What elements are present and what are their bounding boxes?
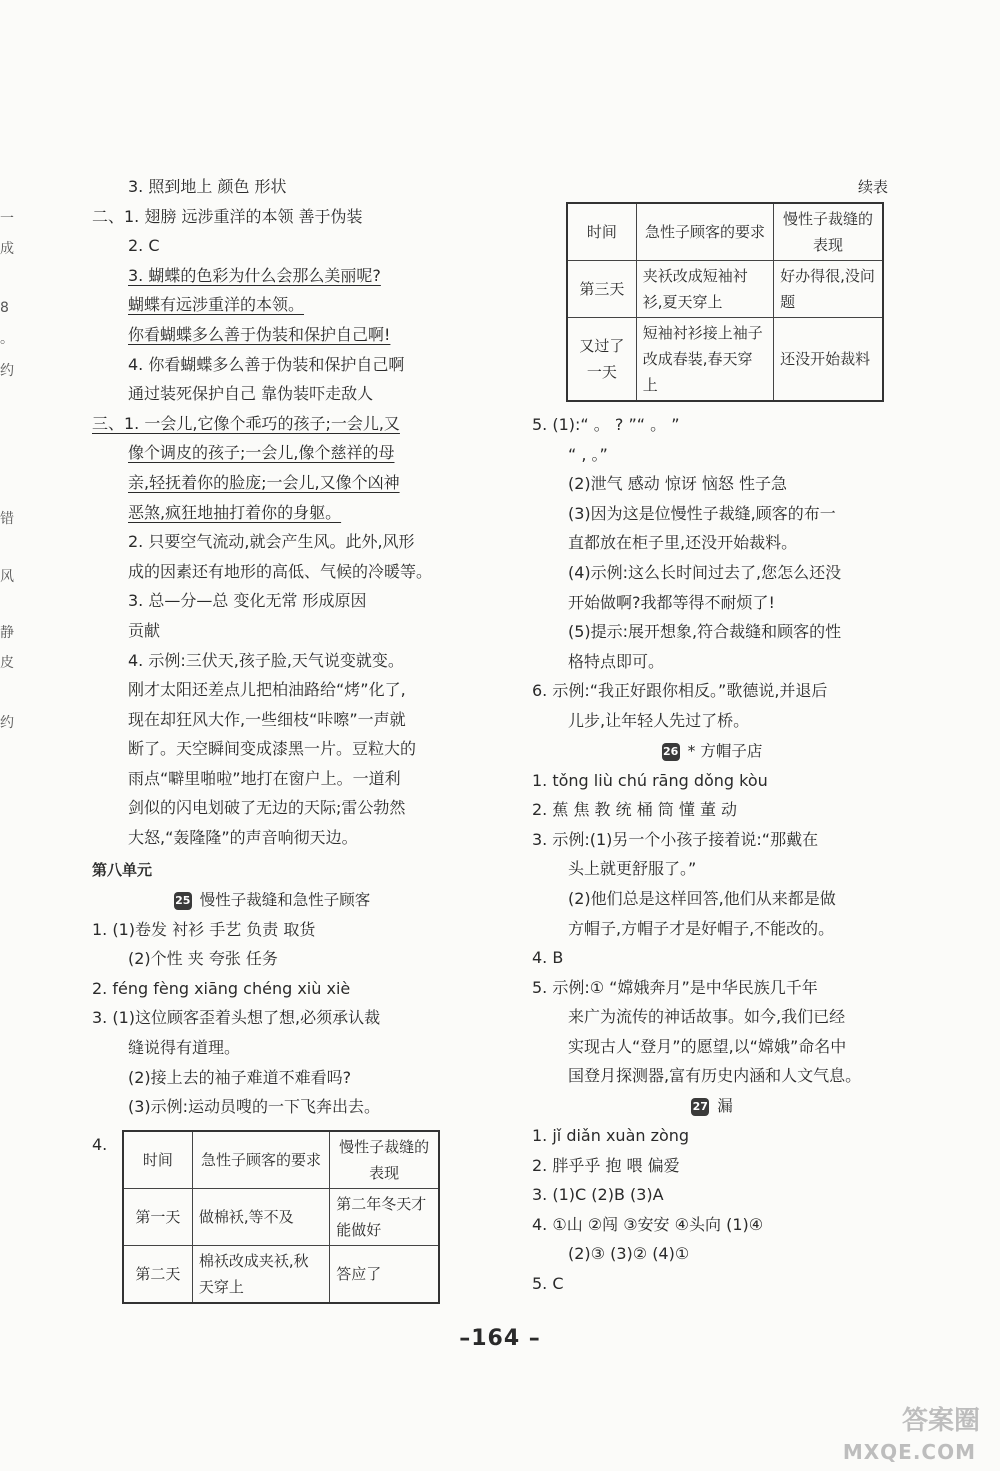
unit-heading: 第八单元: [92, 860, 153, 879]
table-header-cell: 时间: [567, 203, 636, 261]
answer-4-table-wrap: [92, 1130, 452, 1304]
answers-lesson-25-cont: [532, 410, 892, 736]
answer-line: 4. 示例:三伏天,孩子脸,天气说变就变。: [128, 650, 404, 670]
table-row: [567, 318, 883, 402]
edge-fragment-char: 错: [0, 511, 14, 527]
answers-lesson-25: [92, 915, 452, 1122]
answer-line: 1. (1)卷发 衬衫 手艺 负责 取货: [92, 919, 316, 939]
watermark-url: MXQE.COM: [842, 1440, 976, 1464]
answer-line: 缝说得有道理。: [128, 1038, 241, 1058]
answer-line: 2. 只要空气流动,就会产生风。此外,风形: [128, 532, 415, 552]
answer-line: 5. C: [532, 1274, 564, 1294]
answer-line: 3. 蝴蝶的色彩为什么会那么美丽呢?: [128, 265, 381, 285]
answer-line: 5. 示例:① “嫦娥奔月”是中华民族几千年: [532, 977, 818, 997]
table-cell: 第二年冬天才能做好: [330, 1188, 439, 1245]
table-cell: 好办得很,没问题: [774, 261, 883, 318]
answer-line: 5. (1):“ 。 ? ”“ 。 ”: [532, 415, 680, 434]
answer-line: 你看蝴蝶多么善于伪装和保护自己啊!: [128, 324, 391, 344]
edge-fragment-char: 8: [0, 300, 9, 316]
edge-fragment-char: 约: [0, 715, 14, 731]
question-number: 4.: [92, 1134, 108, 1154]
table-cell: 答应了: [330, 1245, 439, 1303]
answer-line: 通过装死保护自己 靠伪装吓走敌人: [128, 384, 374, 404]
answer-line: 1. jǐ diǎn xuàn zòng: [532, 1126, 690, 1146]
lesson-title-text: 慢性子裁缝和急性子顾客: [199, 890, 371, 909]
answer-line: 二、1. 翅膀 远涉重洋的本领 善于伪装: [92, 206, 363, 226]
table-header-cell: 急性子顾客的要求: [192, 1131, 329, 1189]
answer-line: 断了。天空瞬间变成漆黑一片。豆粒大的: [128, 739, 417, 759]
answer-line: (5)提示:展开想象,符合裁缝和顾客的性: [568, 622, 842, 642]
answer-line: 头上就更舒服了。”: [568, 859, 697, 879]
answers-lesson-26: [532, 766, 892, 1092]
edge-fragment-char: 约: [0, 363, 14, 379]
answer-line: 贡献: [128, 620, 161, 640]
answer-line: 儿步,让年轻人先过了桥。: [568, 710, 750, 730]
table-cell: 还没开始裁料: [774, 318, 883, 402]
answer-line: 2. 蕉 焦 教 统 桶 筒 懂 董 动: [532, 800, 738, 820]
answer-line: 刚才太阳还差点儿把柏油路给“烤”化了,: [128, 680, 406, 700]
table-header-cell: 慢性子裁缝的表现: [774, 203, 883, 261]
table-header-cell: 时间: [123, 1131, 192, 1189]
lesson-number-badge: 26: [662, 743, 680, 761]
edge-fragment-char: 成: [0, 241, 14, 257]
lesson-title-text: * 方帽子店: [687, 741, 763, 760]
edge-fragment-char: 。: [0, 331, 14, 347]
answers-unit7: [92, 172, 452, 853]
edge-fragment-char: 风: [0, 569, 14, 585]
table-row: [123, 1188, 439, 1245]
tailor-table-part1: [122, 1130, 440, 1304]
table-cell: 夹袄改成短袖衬衫,夏天穿上: [636, 261, 773, 318]
answer-line: (2)个性 夹 夸张 任务: [128, 949, 278, 969]
edge-fragment-char: 静: [0, 625, 14, 641]
answer-line: 现在却狂风大作,一些细枝“咔嚓”一声就: [128, 709, 406, 729]
page-number: –164 –: [459, 1326, 541, 1351]
answer-line: “ , 。”: [568, 444, 608, 464]
answer-line: 6. 示例:“我正好跟你相反。”歌德说,并退后: [532, 681, 828, 701]
lesson-title-text: 漏: [717, 1097, 733, 1116]
answer-line: 2. féng fèng xiāng chéng xiù xiè: [92, 978, 351, 998]
continued-label: 续表: [857, 178, 888, 196]
table-cell: 棉袄改成夹袄,秋天穿上: [192, 1245, 329, 1303]
left-column: [92, 172, 452, 1304]
answer-line: (3)因为这是位慢性子裁缝,顾客的布一: [568, 503, 836, 523]
table-row: [123, 1245, 439, 1303]
table-cell: 第一天: [123, 1188, 192, 1245]
lesson-26-title: [532, 736, 892, 766]
answer-line: 4. B: [532, 948, 564, 968]
answer-line: 来广为流传的神话故事。如今,我们已经: [568, 1007, 846, 1027]
answer-line: 2. C: [128, 236, 160, 256]
table-header-cell: 慢性子裁缝的表现: [330, 1131, 439, 1189]
answer-line: 直都放在柜子里,还没开始裁料。: [568, 533, 798, 553]
answer-line: 剑似的闪电划破了无边的天际;雷公勃然: [128, 798, 406, 818]
table-cell: 第三天: [567, 261, 636, 318]
table-cell: 做棉袄,等不及: [192, 1188, 329, 1245]
answers-lesson-27: [532, 1121, 892, 1299]
answer-line: 实现古人“登月”的愿望,以“嫦娥”命名中: [568, 1036, 847, 1056]
table-row: [567, 261, 883, 318]
edge-fragment-char: 一: [0, 211, 14, 227]
answer-line: 像个调皮的孩子;一会儿,像个慈祥的母: [128, 443, 395, 463]
table-cell: 第二天: [123, 1245, 192, 1303]
lesson-27-title: [532, 1091, 892, 1121]
answer-line: 2. 胖乎乎 抱 喂 偏爱: [532, 1155, 680, 1175]
answer-line: 国登月探测器,富有历史内涵和人文气息。: [568, 1066, 862, 1086]
lesson-number-badge: 27: [691, 1098, 709, 1116]
answer-line: (4)示例:这么长时间过去了,您怎么还没: [568, 562, 842, 582]
table-cell: 又过了一天: [567, 318, 636, 402]
table-header-cell: 急性子顾客的要求: [636, 203, 773, 261]
answer-line: (2)接上去的袖子难道不难看吗?: [128, 1067, 352, 1087]
tailor-table-part2: [566, 202, 884, 402]
answer-line: 1. tǒng liù chú rāng dǒng kòu: [532, 770, 768, 790]
edge-fragment-char: 皮: [0, 655, 14, 671]
lesson-25-title: [92, 885, 452, 915]
answer-line: 蝴蝶有远涉重洋的本领。: [128, 295, 305, 315]
answer-line: 方帽子,方帽子才是好帽子,不能改的。: [568, 918, 835, 938]
answer-line: (2)泄气 感动 惊讶 恼怒 性子急: [568, 474, 788, 494]
answer-line: 3. 照到地上 颜色 形状: [128, 177, 287, 196]
answer-line: 大怒,“轰隆隆”的声音响彻天边。: [128, 828, 358, 848]
answer-line: 雨点“噼里啪啦”地打在窗户上。一道利: [128, 768, 401, 788]
answer-line: 三、1. 一会儿,它像个乖巧的孩子;一会儿,又: [92, 413, 400, 433]
answer-line: (2)③ (3)② (4)①: [568, 1244, 690, 1264]
answer-line: 4. 你看蝴蝶多么善于伪装和保护自己啊: [128, 354, 405, 374]
answer-line: 亲,轻抚着你的脸庞;一会儿,又像个凶神: [128, 472, 400, 492]
answer-line: 成的因素还有地形的高低、气候的冷暖等。: [128, 561, 433, 581]
answer-line: 3. (1)C (2)B (3)A: [532, 1185, 664, 1205]
answer-line: 4. ①山 ②闯 ③安安 ④头向 (1)④: [532, 1214, 764, 1234]
answer-line: 开始做啊?我都等得不耐烦了!: [568, 592, 775, 612]
answer-line: 3. (1)这位顾客歪着头想了想,必须承认裁: [92, 1008, 381, 1028]
table-cell: 短袖衬衫接上袖子改成春装,春天穿上: [636, 318, 773, 402]
answer-line: 3. 总—分—总 变化无常 形成原因: [128, 591, 367, 611]
answer-line: 恶煞,疯狂地抽打着你的身躯。: [128, 502, 342, 522]
answer-line: (3)示例:运动员嗖的一下飞奔出去。: [128, 1097, 381, 1117]
answer-line: 格特点即可。: [568, 651, 665, 671]
watermark-logo: 答案圈: [901, 1406, 980, 1436]
right-column: [532, 172, 892, 1299]
answer-line: 3. 示例:(1)另一个小孩子接着说:“那戴在: [532, 829, 819, 849]
lesson-number-badge: 25: [174, 892, 192, 910]
answer-line: (2)他们总是这样回答,他们从来都是做: [568, 888, 836, 908]
